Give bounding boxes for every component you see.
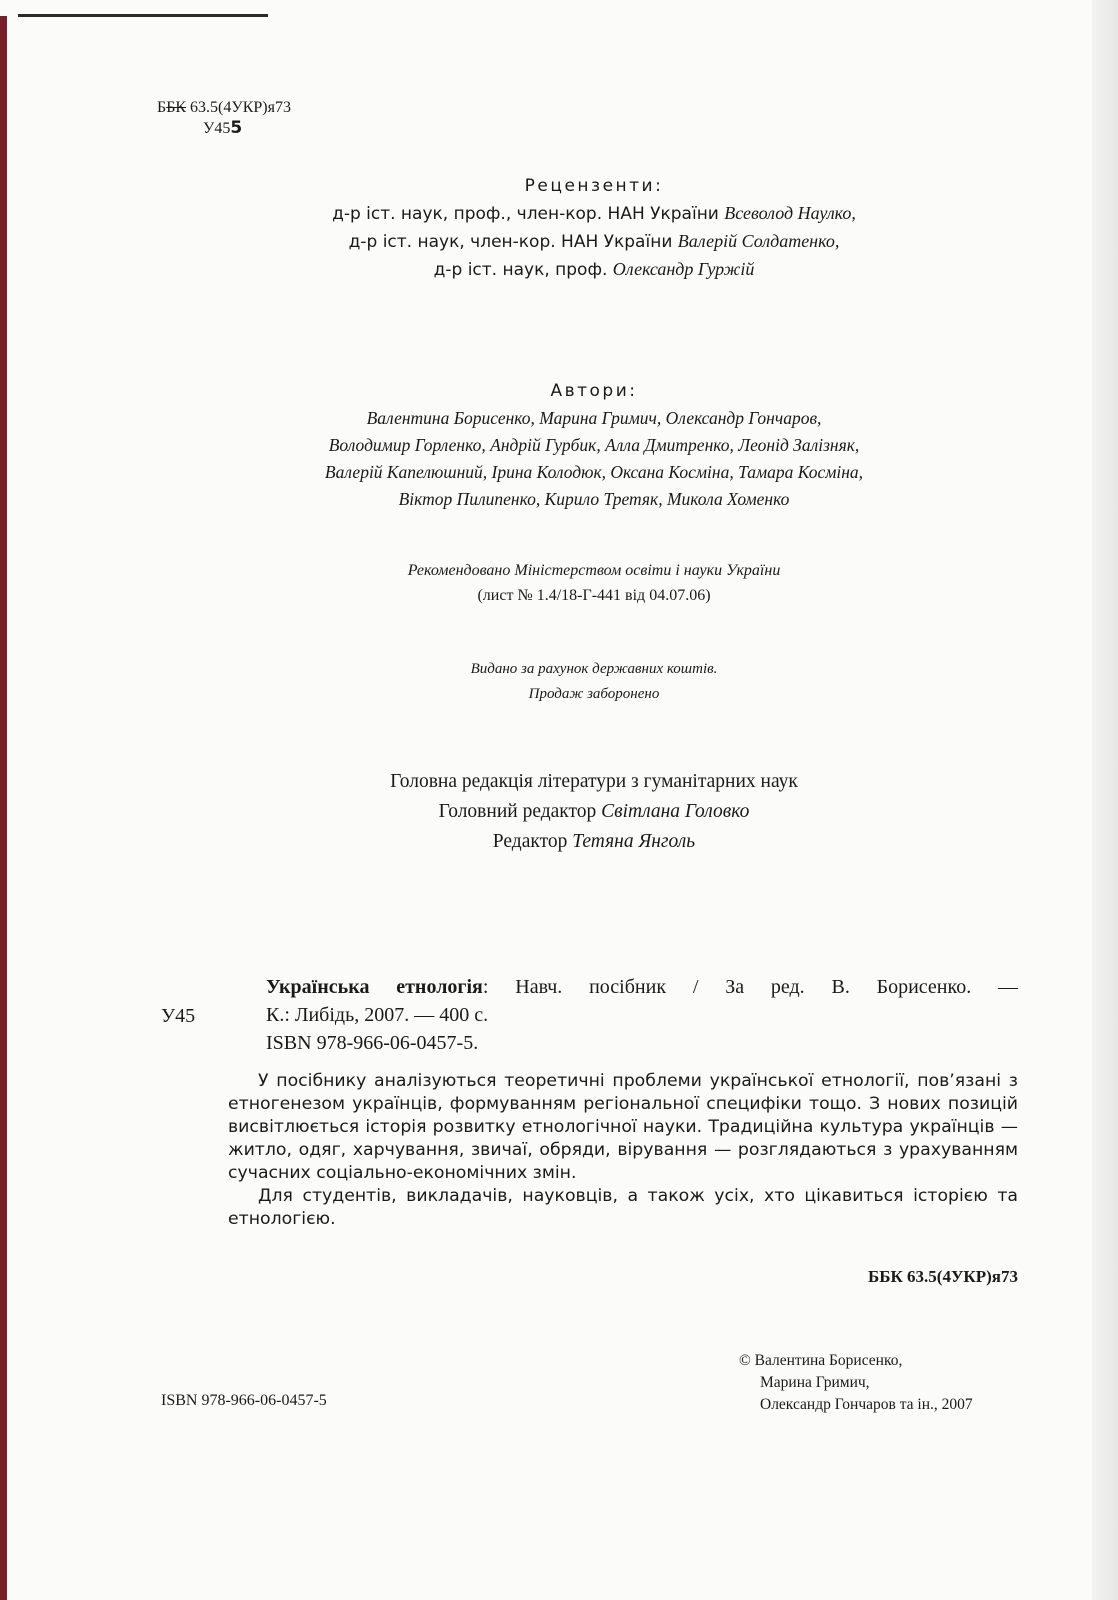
- chief-editor: Головний редактор Світлана Головко: [438, 801, 750, 822]
- spine-band: [0, 16, 7, 1600]
- copyright-line: Марина Гримич,: [760, 1374, 870, 1391]
- copyright-line: © Валентина Борисенко,: [739, 1352, 903, 1369]
- editorial-office: Головна редакція літератури з гуманітарних наук: [390, 771, 798, 792]
- reviewer-line: д-р іст. наук, проф. Олександр Гуржій: [433, 259, 755, 280]
- top-rule: [18, 14, 268, 17]
- bibliographic-record: [266, 973, 1018, 1057]
- recommendation-letter: (лист № 1.4/18-Г-441 від 04.07.06): [477, 587, 711, 604]
- editor: Редактор Тетяна Янголь: [492, 831, 696, 852]
- authors-line: Валентина Борисенко, Марина Гримич, Олександр Гончаров,: [366, 408, 822, 428]
- isbn-bottom: ISBN 978-966-06-0457-5: [161, 1392, 327, 1409]
- publisher-line: К.: Либідь, 2007. — 400 с.: [266, 1004, 489, 1026]
- bbk-code-top: ББК 63.5(4УКР)я73: [157, 99, 291, 116]
- authors-line: Віктор Пилипенко, Кирило Третяк, Микола Хоменко: [398, 489, 790, 509]
- authors-line: Володимир Горленко, Андрій Гурбик, Алла Дмитренко, Леонід Залізняк,: [328, 435, 860, 455]
- copyright-block: [739, 1350, 973, 1416]
- bibliographic-index: У45: [161, 1005, 196, 1027]
- book-title: Українська етнологія: [266, 976, 483, 998]
- isbn-line: ISBN 978-966-06-0457-5.: [266, 1032, 479, 1054]
- funding-text: Видано за рахунок державних коштів.: [470, 661, 718, 677]
- recommendation-text: Рекомендовано Міністерством освіти і науки України: [407, 562, 781, 579]
- book-title-line: Українська етнологія: Навч. посібник / За ред. В. Борисенко. —: [266, 976, 1019, 998]
- page-edge-shadow: [1092, 0, 1118, 1600]
- reviewers-block: [190, 173, 998, 284]
- ministry-recommendation: [190, 558, 998, 608]
- bbk-classification-top: [157, 98, 291, 139]
- sale-prohibited-text: Продаж заборонено: [528, 686, 660, 702]
- handwritten-digit: 5: [230, 118, 243, 138]
- authors-block: [190, 378, 998, 513]
- state-funding-note: [190, 657, 998, 707]
- reviewer-line: д-р іст. наук, член-кор. НАН України Валерій Солдатенко,: [348, 231, 840, 252]
- author-sign-top: У455: [203, 118, 243, 138]
- annotation: [228, 1070, 1018, 1231]
- copyright-line: Олександр Гончаров та ін., 2007: [760, 1396, 973, 1413]
- reviewer-line: д-р іст. наук, проф., член-кор. НАН України Всеволод Наулко,: [332, 203, 856, 224]
- authors-line: Валерій Капелюшний, Ірина Колодюк, Оксана Косміна, Тамара Косміна,: [324, 462, 864, 482]
- bbk-classification-bottom: ББК 63.5(4УКР)я73: [867, 1267, 1018, 1286]
- reviewers-heading: Рецензенти:: [524, 176, 664, 196]
- authors-heading: Автори:: [550, 381, 638, 401]
- editorial-block: [190, 767, 998, 857]
- annotation-paragraph: У посібнику аналізуються теоретичні проблеми української етнології, пов’язані з етногенезом українців, формуванням регіональної специфіки тощо. З нових позицій висвітлюється історія розвитку етнологічної науки. Традиційна культура українців — житло, одяг, харчування, звичаї, обряди, вірування — розглядаються з урахуванням сучасних соціально-економічних змін.: [228, 1071, 1018, 1183]
- annotation-audience: Для студентів, викладачів, науковців, а також усіх, хто цікавиться історією та етнологією.: [228, 1186, 1018, 1229]
